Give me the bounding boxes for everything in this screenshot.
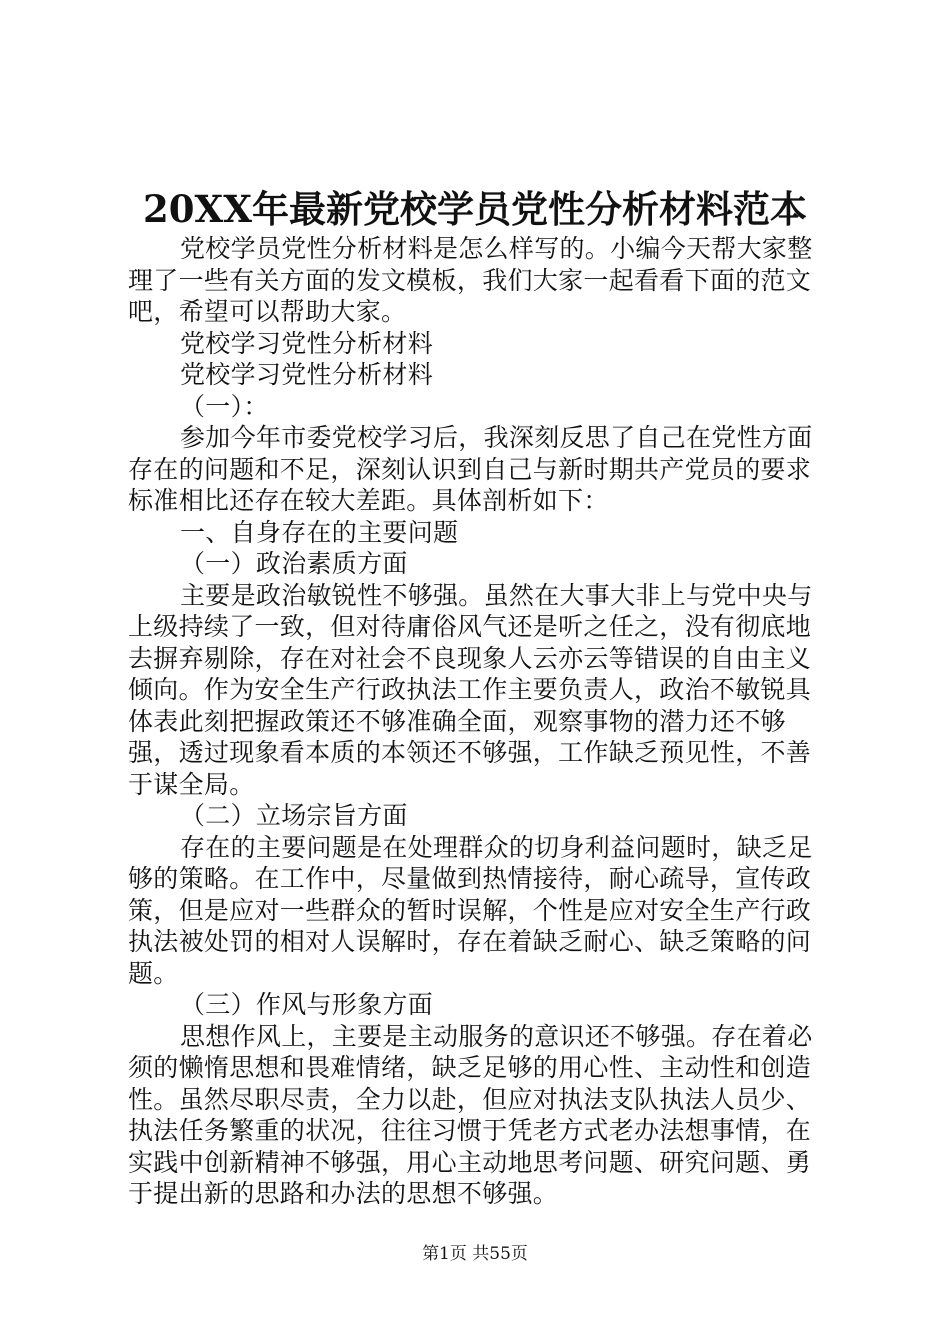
- intro-paragraph: 党校学员党性分析材料是怎么样写的。小编今天帮大家整理了一些有关方面的发文模板，我们大家一起看看下面的范文吧，希望可以帮助大家。: [128, 234, 813, 326]
- section-heading: 一、自身存在的主要问题: [180, 517, 459, 547]
- body-paragraph: 存在的主要问题是在处理群众的切身利益问题时，缺乏足够的策略。在工作中，尽量做到热情接待，耐心疏导，宣传政策，但是应对一些群众的暂时误解，个性是应对安全生产行政执法被处罚的相对人误解时，存在着缺乏耐心、缺乏策略的问题。: [128, 832, 813, 988]
- document-title: 20XX年最新党校学员党性分析材料范本: [143, 187, 807, 231]
- subtitle-line: 党校学习党性分析材料: [180, 360, 434, 389]
- section-number: （一）：: [180, 391, 269, 421]
- subsection-heading: （三）作风与形象方面: [180, 990, 434, 1019]
- page-footer: 第1页 共55页: [422, 1244, 528, 1264]
- body-paragraph: 参加今年市委党校学习后，我深刻反思了自己在党性方面存在的问题和不足，深刻认识到自己与新时期共产党员的要求标准相比还存在较大差距。具体剖析如下：: [128, 423, 813, 515]
- document-body: [128, 233, 832, 1210]
- subsection-heading: （一）政治素质方面: [180, 549, 408, 578]
- body-paragraph: 主要是政治敏锐性不够强。虽然在大事大非上与党中央与上级持续了一致，但对待庸俗风气还是听之任之，没有彻底地去摒弃剔除，存在对社会不良现象人云亦云等错误的自由主义倾向。作为安全生产行政执法工作主要负责人，政治不敏锐具体表此刻把握政策还不够准确全面，观察事物的潜力还不够强，透过现象看本质的本领还不够强，工作缺乏预见性，不善于谋全局。: [128, 580, 813, 799]
- subtitle-line: 党校学习党性分析材料: [180, 328, 434, 358]
- subsection-heading: （二）立场宗旨方面: [180, 801, 408, 830]
- body-paragraph: 思想作风上，主要是主动服务的意识还不够强。存在着必须的懒惰思想和畏难情绪，缺乏足够的用心性、主动性和创造性。虽然尽职尽责，全力以赴，但应对执法支队执法人员少、执法任务繁重的状况，往往习惯于凭老方式老办法想事情，在实践中创新精神不够强，用心主动地思考问题、研究问题、勇于提出新的思路和办法的思想不够强。: [128, 1021, 813, 1208]
